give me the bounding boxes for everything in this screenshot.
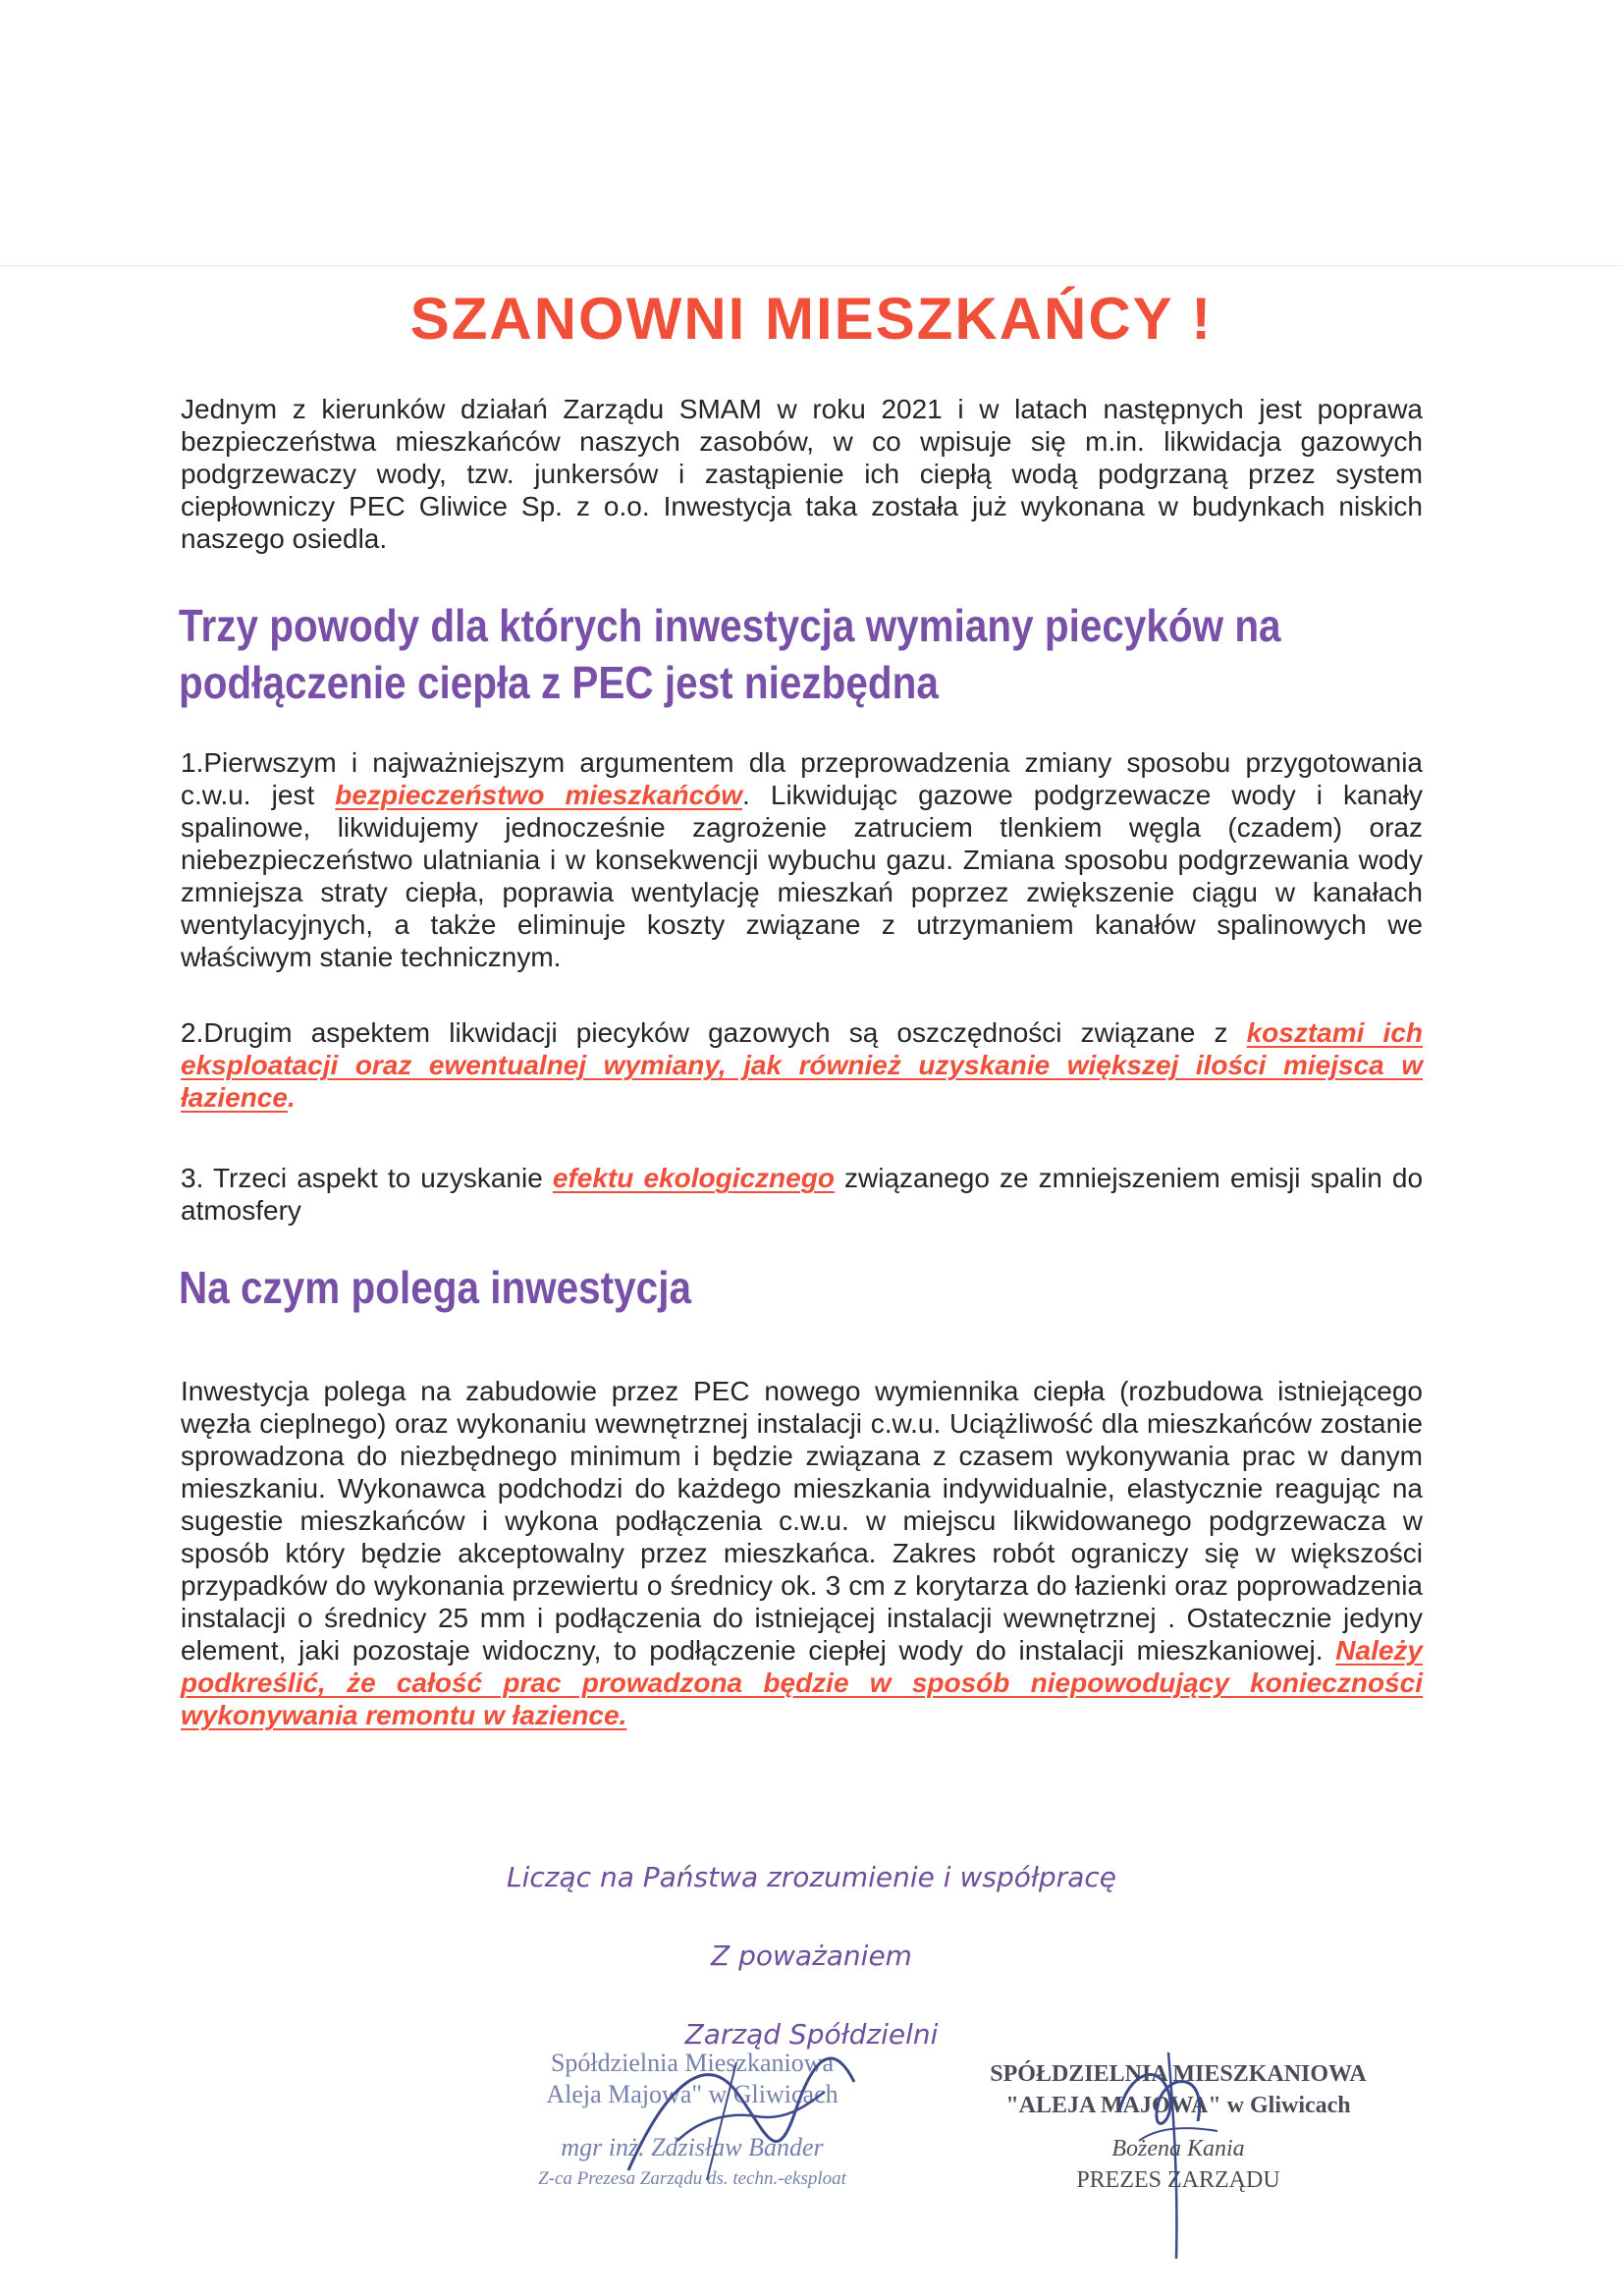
stamp-president [972,2058,1384,2196]
closing-line-2: Z poważaniem [711,1940,912,1972]
reason-3-emphasis: efektu ekologicznego [552,1163,835,1193]
stamp-vice-president [496,2048,889,2195]
reason-2-paragraph [181,1016,1423,1114]
reason-3-paragraph [181,1162,1423,1227]
stamp-left-line-4: Z-ca Prezesa Zarządu ds. techn.-eksploat [538,2168,846,2189]
reasons-heading: Trzy powody dla których inwestycja wymiany piecyków na podłączenie ciepła z PEC jest niezbędna [179,600,1281,708]
closing-line-3: Zarząd Spółdzielni [684,2018,939,2050]
page-title: SZANOWNI MIESZKAŃCY ! [409,286,1214,352]
reason-1-paragraph [181,746,1423,973]
reason-1-text-start: 1.Pierwszym i najważniejszym argumentem dla przeprowadzenia zmiany sposobu przygotowania c.w.u. jest [181,747,1423,810]
stamp-right-line-4: PREZES ZARZĄDU [1076,2167,1280,2193]
intro-paragraph: Jednym z kierunków działań Zarządu SMAM w roku 2021 i w latach następnych jest poprawa bezpieczeństwa mieszkańców naszych zasobów, w co wpisuje się m.in. likwidacja gazowych podgrzewaczy wody, tzw. junkersów i zastąpienie ich ciepłą wodą podgrzaną przez system ciepłowniczy PEC Gliwice Sp. z o.o. Inwestycja taka została już wykonana w budynkach niskich naszego osiedla. [181,394,1423,554]
reason-1-emphasis: bezpieczeństwo mieszkańców [335,780,743,810]
reason-2-text-start: 2.Drugim aspektem likwidacji piecyków gazowych są oszczędności związane z [181,1017,1247,1048]
stamp-left-line-2: Aleja Majowa" w Gliwicach [546,2080,839,2108]
reason-1-text-end: . Likwidując gazowe podgrzewacze wody i kanały spalinowe, likwidujemy jednocześnie zagrożenie zatruciem tlenkiem węgla (czadem) oraz niebezpieczeństwo ulatniania i w konsekwencji wybuchu gazu. Zmiana sposobu podgrzewania wody zmniejsza straty ciepła, poprawia wentylację mieszkań poprzez zwiększenie ciągu w kanałach wentylacyjnych, a także eliminuje koszty związane z utrzymaniem kanałów spalinowych we właściwym stanie technicznym. [181,780,1423,972]
closing-line-1: Licząc na Państwa zrozumienie i współpracę [507,1861,1116,1893]
investment-paragraph [181,1375,1423,1731]
stamp-left-line-3: mgr inż. Zdzisław Bander [561,2133,824,2161]
investment-emphasis: Należy podkreślić, że całość prac prowadzona będzie w sposób niepowodujący konieczności wykonywania remontu w łazience. [181,1635,1423,1730]
scan-top-margin [0,0,1623,266]
stamp-right-line-3: Bożena Kania [1111,2136,1245,2161]
reason-3-text-end: związanego ze zmniejszeniem emisji spalin do atmosfery [181,1163,1424,1226]
stamp-right-line-2: "ALEJA MAJOWA" w Gliwicach [1005,2093,1351,2118]
reason-2-text-end: . [287,1082,296,1113]
stamp-left-line-1: Spółdzielnia Mieszkaniowa [550,2049,835,2077]
investment-text: Inwestycja polega na zabudowie przez PEC nowego wymiennika ciepła (rozbudowa istniejącego węzła cieplnego) oraz wykonaniu wewnętrznej instalacji c.w.u. Uciążliwość dla mieszkańców zostanie sprowadzona do niezbędnego minimum i będzie związana z czasem wykonywania prac w danym mieszkaniu. Wykonawca podchodzi do każdego mieszkania indywidualnie, elastycznie reagując na sugestie mieszkańców i wykona podłączenia c.w.u. w miejscu likwidowanego podgrzewacza w sposób który będzie akceptowalny przez mieszkańca. Zakres robót ograniczy się w większości przypadków do wykonania przewiertu o średnicy ok. 3 cm z korytarza do łazienki oraz poprowadzenia instalacji o średnicy 25 mm i podłączenia do istniejącej instalacji wewnętrznej . Ostatecznie jedyny element, jaki pozostaje widoczny, to podłączenie ciepłej wody do instalacji mieszkaniowej. [181,1376,1423,1666]
stamp-right-line-1: SPÓŁDZIELNIA MIESZKANIOWA [990,2061,1367,2087]
reason-2-emphasis: kosztami ich eksploatacji oraz ewentualnej wymiany, jak również uzyskanie większej ilości miejsca w łazience [181,1017,1423,1113]
reason-3-text-start: 3. Trzeci aspekt to uzyskanie [181,1163,553,1193]
investment-heading: Na czym polega inwestycja [179,1262,691,1313]
